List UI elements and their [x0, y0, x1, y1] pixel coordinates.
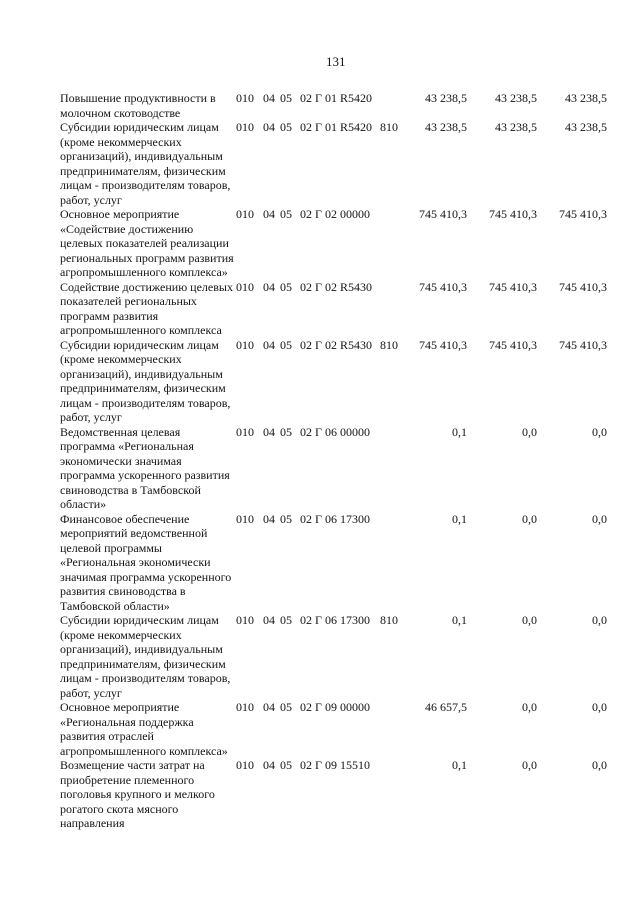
row-description: [60, 758, 232, 831]
amount-year-1: 43 238,5: [425, 91, 467, 105]
row-description-line: (кроме некоммерческих: [60, 627, 182, 642]
row-description-line: Повышение продуктивности в: [60, 91, 216, 105]
row-description-line: мероприятий ведомственной: [60, 526, 208, 540]
amount-year-3: 0,0: [592, 511, 607, 526]
amount-year-2: 745 410,3: [489, 279, 537, 294]
row-description-line: работ, услуг: [60, 192, 122, 207]
row-description-line: агропромышленного комплекса»: [60, 265, 228, 279]
target-article-code: 02 Г 02 R5430: [300, 279, 372, 294]
row-description-line: Субсидии юридическим лицам: [60, 613, 219, 627]
row-description-line: лицам - производителям товаров,: [60, 671, 231, 685]
row-description-line: Содействие достижению целевых: [60, 279, 233, 294]
row-description-line: (кроме некоммерческих: [60, 352, 182, 366]
table-row: [0, 700, 640, 758]
row-description-line: развития свиноводства в: [60, 584, 186, 598]
amount-year-3: 745 410,3: [559, 337, 607, 352]
section-code: 04: [263, 91, 275, 105]
ministry-code: 010: [236, 424, 254, 439]
subsection-code: 05: [280, 700, 292, 714]
row-description-line: лицам - производителям товаров,: [60, 178, 231, 192]
target-article-code: 02 Г 02 R5430: [300, 337, 372, 352]
expense-type-code: 810: [380, 337, 398, 352]
row-description-line: Возмещение части затрат на: [60, 758, 205, 772]
amount-year-3: 745 410,3: [559, 207, 607, 221]
row-description-line: экономически значимая: [60, 453, 182, 468]
subsection-code: 05: [280, 279, 292, 294]
table-row: [0, 613, 640, 700]
row-description-line: предпринимателям, физическим: [60, 381, 226, 395]
expense-type-code: 810: [380, 613, 398, 627]
expense-type-code: 810: [380, 120, 398, 134]
amount-year-3: 0,0: [592, 613, 607, 627]
row-description-line: Тамбовской области»: [60, 598, 170, 613]
row-description-line: программа ускоренного развития: [60, 468, 230, 482]
subsection-code: 05: [280, 758, 292, 772]
ministry-code: 010: [236, 700, 254, 714]
row-description-line: Основное мероприятие: [60, 207, 180, 221]
amount-year-1: 745 410,3: [419, 279, 467, 294]
amount-year-3: 0,0: [592, 424, 607, 439]
row-description-line: работ, услуг: [60, 685, 122, 700]
subsection-code: 05: [280, 424, 292, 439]
row-description: [60, 207, 232, 280]
row-description-line: программ развития: [60, 308, 159, 323]
amount-year-1: 0,1: [452, 613, 467, 627]
target-article-code: 02 Г 06 17300: [300, 511, 370, 526]
subsection-code: 05: [280, 511, 292, 526]
target-article-code: 02 Г 02 00000: [300, 207, 370, 221]
row-description-line: целевых показателей реализации: [60, 236, 229, 250]
row-description-line: организаций), индивидуальным: [60, 149, 223, 163]
row-description-line: молочном скотоводстве: [60, 105, 181, 120]
row-description-line: рогатого скота мясного: [60, 801, 179, 816]
row-description-line: работ, услуг: [60, 410, 122, 424]
row-description-line: предпринимателям, физическим: [60, 656, 226, 671]
row-description: [60, 512, 232, 614]
amount-year-3: 745 410,3: [559, 279, 607, 294]
row-description: [60, 91, 232, 120]
ministry-code: 010: [236, 337, 254, 352]
amount-year-2: 0,0: [522, 758, 537, 772]
amount-year-1: 43 238,5: [425, 120, 467, 134]
row-description: [60, 613, 232, 700]
row-description-line: Финансовое обеспечение: [60, 511, 190, 526]
row-description: [60, 425, 232, 512]
ministry-code: 010: [236, 279, 254, 294]
table-row: [0, 758, 640, 831]
subsection-code: 05: [280, 120, 292, 134]
amount-year-1: 745 410,3: [419, 337, 467, 352]
section-code: 04: [263, 511, 275, 526]
row-description-line: организаций), индивидуальным: [60, 366, 223, 381]
row-description-line: агропромышленного комплекса: [60, 323, 222, 337]
target-article-code: 02 Г 06 00000: [300, 424, 370, 439]
amount-year-1: 46 657,5: [425, 700, 467, 714]
amount-year-2: 0,0: [522, 613, 537, 627]
target-article-code: 02 Г 01 R5420: [300, 120, 372, 134]
row-description-line: «Содействие достижению: [60, 221, 194, 236]
section-code: 04: [263, 279, 275, 294]
row-description-line: организаций), индивидуальным: [60, 642, 223, 656]
ministry-code: 010: [236, 511, 254, 526]
row-description-line: Субсидии юридическим лицам: [60, 337, 219, 352]
amount-year-2: 745 410,3: [489, 207, 537, 221]
subsection-code: 05: [280, 91, 292, 105]
section-code: 04: [263, 120, 275, 134]
row-description-line: Субсидии юридическим лицам: [60, 120, 219, 134]
row-description-line: свиноводства в Тамбовской: [60, 482, 201, 497]
row-description-line: значимая программа ускоренного: [60, 569, 232, 584]
row-description-line: направления: [60, 816, 125, 830]
amount-year-2: 43 238,5: [495, 91, 537, 105]
section-code: 04: [263, 424, 275, 439]
target-article-code: 02 Г 09 00000: [300, 700, 370, 714]
amount-year-3: 43 238,5: [565, 91, 607, 105]
ministry-code: 010: [236, 613, 254, 627]
amount-year-1: 745 410,3: [419, 207, 467, 221]
row-description-line: целевой программы: [60, 540, 162, 555]
row-description-line: Ведомственная целевая: [60, 424, 181, 439]
ministry-code: 010: [236, 91, 254, 105]
table-row: [0, 338, 640, 425]
row-description-line: предпринимателям, физическим: [60, 163, 226, 178]
amount-year-2: 0,0: [522, 700, 537, 714]
ministry-code: 010: [236, 207, 254, 221]
row-description-line: развития отраслей: [60, 729, 154, 743]
subsection-code: 05: [280, 613, 292, 627]
table-row: [0, 512, 640, 614]
row-description-line: (кроме некоммерческих: [60, 134, 182, 149]
section-code: 04: [263, 207, 275, 221]
section-code: 04: [263, 700, 275, 714]
amount-year-3: 0,0: [592, 700, 607, 714]
row-description-line: агропромышленного комплекса»: [60, 743, 228, 758]
amount-year-1: 0,1: [452, 511, 467, 526]
row-description-line: показателей региональных: [60, 294, 197, 308]
row-description-line: региональных программ развития: [60, 250, 234, 265]
table-row: [0, 425, 640, 512]
row-description-line: «Региональная экономически: [60, 555, 211, 569]
target-article-code: 02 Г 06 17300: [300, 613, 370, 627]
subsection-code: 05: [280, 337, 292, 352]
section-code: 04: [263, 758, 275, 772]
row-description-line: поголовья крупного и мелкого: [60, 787, 215, 801]
row-description-line: программа «Региональная: [60, 439, 194, 453]
amount-year-3: 43 238,5: [565, 120, 607, 134]
row-description: [60, 280, 232, 338]
ministry-code: 010: [236, 120, 254, 134]
row-description: [60, 120, 232, 207]
row-description: [60, 700, 232, 758]
table-row: [0, 120, 640, 207]
amount-year-1: 0,1: [452, 424, 467, 439]
subsection-code: 05: [280, 207, 292, 221]
amount-year-2: 0,0: [522, 424, 537, 439]
ministry-code: 010: [236, 758, 254, 772]
table-row: [0, 207, 640, 280]
amount-year-3: 0,0: [592, 758, 607, 772]
row-description-line: приобретение племенного: [60, 772, 195, 787]
section-code: 04: [263, 337, 275, 352]
table-row: [0, 280, 640, 338]
target-article-code: 02 Г 09 15510: [300, 758, 370, 772]
row-description: [60, 338, 232, 425]
amount-year-2: 43 238,5: [495, 120, 537, 134]
row-description-line: лицам - производителям товаров,: [60, 395, 231, 410]
row-description-line: области»: [60, 497, 107, 511]
amount-year-2: 745 410,3: [489, 337, 537, 352]
table-row: [0, 91, 640, 120]
row-description-line: «Региональная поддержка: [60, 714, 194, 729]
amount-year-1: 0,1: [452, 758, 467, 772]
budget-table: [0, 91, 640, 831]
row-description-line: Основное мероприятие: [60, 700, 180, 714]
target-article-code: 02 Г 01 R5420: [300, 91, 372, 105]
amount-year-2: 0,0: [522, 511, 537, 526]
section-code: 04: [263, 613, 275, 627]
page-number: 131: [326, 54, 346, 69]
